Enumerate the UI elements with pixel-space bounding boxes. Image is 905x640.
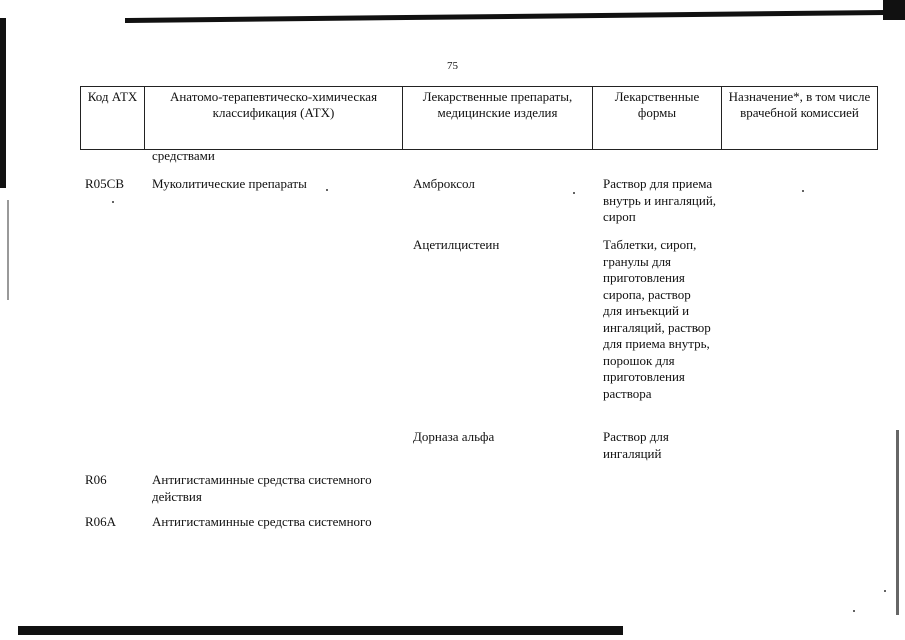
header-dosage-forms: Лекарственные формы (593, 87, 722, 150)
page-number: 75 (447, 60, 458, 72)
header-prescription: Назначение*, в том числе врачебной комиссией (722, 87, 878, 150)
row-drug: Ацетилцистеин (413, 237, 500, 252)
scan-edge-left (0, 18, 6, 188)
scan-speck (853, 610, 855, 612)
scan-edge-top (125, 0, 905, 22)
table-header (80, 86, 878, 150)
row-atc-code: R06A (85, 514, 117, 529)
row-classification: Муколитические препараты (152, 176, 307, 191)
row-classification: Антигистаминные средства системного действия (152, 472, 372, 504)
row-dosage-forms: Раствор для ингаляций (603, 429, 669, 461)
scan-edge-left-faint (7, 200, 9, 300)
header-atc-classification: Анатомо-терапевтическо-химическая классификация (АТХ) (145, 87, 403, 150)
scan-speck (884, 590, 886, 592)
header-drugs: Лекарственные препараты, медицинские изделия (403, 87, 593, 150)
header-atc-code: Код АТХ (81, 87, 145, 150)
row-drug: Амброксол (413, 176, 475, 191)
row-drug: Дорназа альфа (413, 429, 495, 444)
row-dosage-forms: Раствор для приема внутрь и ингаляций, сироп (603, 176, 717, 224)
scan-edge-bottom (18, 626, 623, 635)
continuation-text: средствами (152, 148, 215, 163)
row-classification: Антигистаминные средства системного (152, 514, 372, 529)
row-dosage-forms: Таблетки, сироп, гранулы для приготовления сиропа, раствор для инъекций и ингаляций, раствор для приема внутрь, порошок для приготовления раствора (603, 237, 711, 401)
row-atc-code: R06 (85, 472, 107, 487)
row-atc-code: R05CB (85, 176, 125, 191)
scan-speck (802, 190, 804, 192)
scan-speck (112, 201, 114, 203)
scan-edge-right (896, 430, 899, 615)
